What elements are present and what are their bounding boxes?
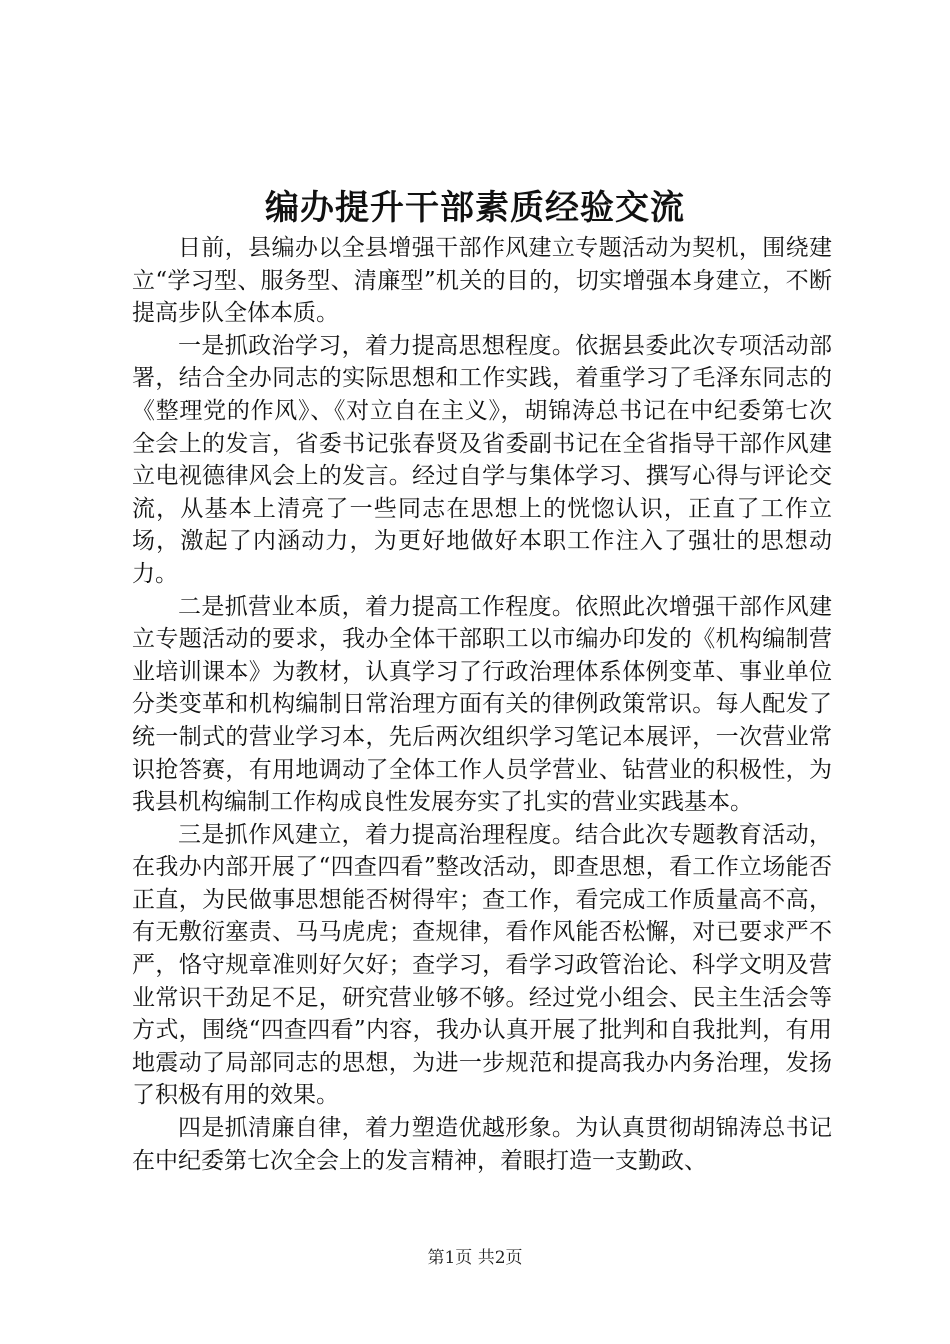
paragraph-political-study: 一是抓政治学习，着力提高思想程度。依据县委此次专项活动部署，结合全办同志的实际思想和工作实践，着重学习了毛泽东同志的《整理党的作风》、《对立自在主义》，胡锦涛总书记在中纪委第七次全会上的发言，省委书记张春贤及省委副书记在全省指导干部作风建立电视德律风会上的发言。经过自学与集体学习、撰写心得与评论交流，从基本上清亮了一些同志在思想上的恍惚认识，正直了工作立场，激起了内涵动力，为更好地做好本职工作注入了强壮的思想动力。 [132, 332, 832, 587]
paragraph-integrity: 四是抓清廉自律，着力塑造优越形象。为认真贯彻胡锦涛总书记在中纪委第七次全会上的发言精神，着眼打造一支勤政、 [132, 1115, 832, 1174]
page-number-footer: 第1页 共2页 [427, 1248, 523, 1268]
paragraph-work-style: 三是抓作风建立，着力提高治理程度。结合此次专题教育活动，在我办内部开展了“四查四看”整改活动，即查思想，看工作立场能否正直，为民做事思想能否树得牢；查工作，看完成工作质量高不高，有无敷衍塞责、马马虎虎；查规律，看作风能否松懈，对已要求严不严，恪守规章准则好欠好；查学习，看学习政管治论、科学文明及营业常识干劲足不足，研究营业够不够。经过党小组会、民主生活会等方式，围绕“四查四看”内容，我办认真开展了批判和自我批判，有用地震动了局部同志的思想，为进一步规范和提高我办内务治理，发扬了积极有用的效果。 [132, 821, 832, 1109]
document-body [132, 232, 832, 1177]
paragraph-business-quality: 二是抓营业本质，着力提高工作程度。依照此次增强干部作风建立专题活动的要求，我办全体干部职工以市编办印发的《机构编制营业培训课本》为教材，认真学习了行政治理体系体例变革、事业单位分类变革和机构编制日常治理方面有关的律例政策常识。每人配发了统一制式的营业学习本，先后两次组织学习笔记本展评，一次营业常识抢答赛，有用地调动了全体工作人员学营业、钻营业的积极性，为我县机构编制工作构成良性发展夯实了扎实的营业实践基本。 [132, 593, 832, 816]
paragraph-intro: 日前，县编办以全县增强干部作风建立专题活动为契机，围绕建立“学习型、服务型、清廉型”机关的目的，切实增强本身建立，不断提高步队全体本质。 [132, 235, 832, 327]
document-title: 编办提升干部素质经验交流 [265, 188, 685, 228]
